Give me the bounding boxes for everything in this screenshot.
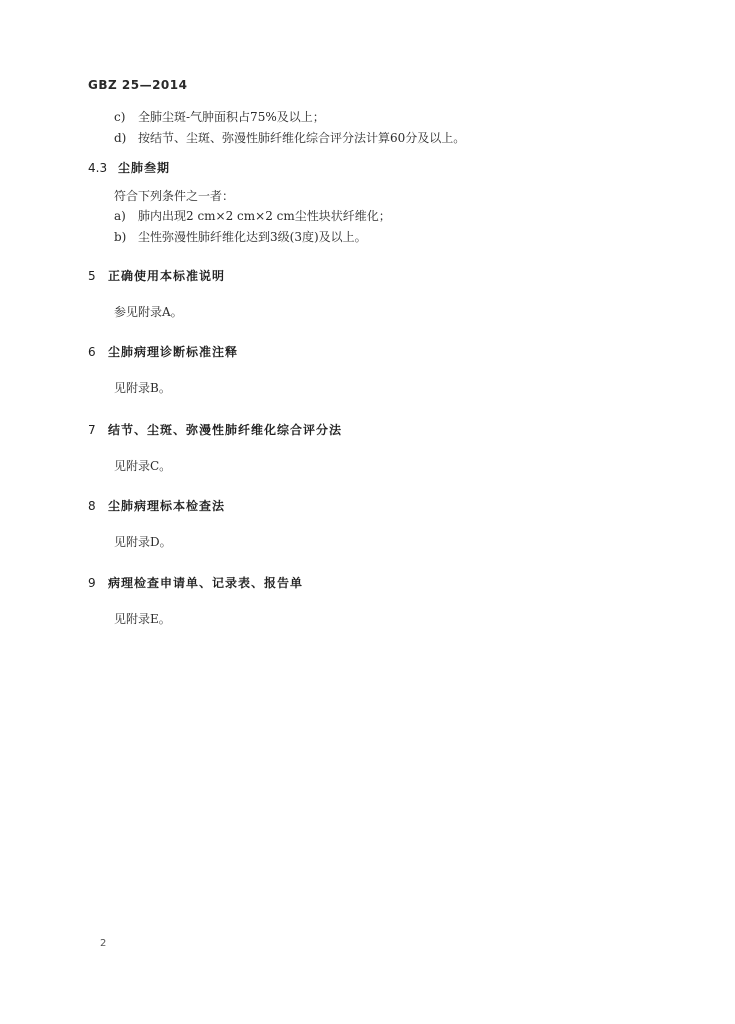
section-number: 5 [88,269,96,283]
section-title: 尘肺叁期 [118,161,171,175]
section-body: 参见附录A。 [114,305,183,319]
section-body: 见附录B。 [114,381,171,395]
section-number: 9 [88,576,96,590]
section-title: 结节、尘斑、弥漫性肺纤维化综合评分法 [108,423,343,437]
list-item-label: d) [114,131,127,145]
section-body: 见附录C。 [114,459,172,473]
list-item-text: 尘性弥漫性肺纤维化达到3级(3度)及以上。 [138,230,367,244]
section-heading-6 [88,345,238,359]
section-heading-7 [88,423,342,437]
list-item-label: b) [114,230,127,244]
list-item-label: c) [114,110,126,124]
section-number: 7 [88,423,96,437]
document-code-header: GBZ 25—2014 [88,78,188,92]
list-item [114,110,325,124]
list-item-text: 肺内出现2 cm×2 cm×2 cm尘性块状纤维化； [138,209,391,223]
list-item [114,209,391,223]
list-item-text: 按结节、尘斑、弥漫性肺纤维化综合评分法计算60分及以上。 [138,131,466,145]
list-item-label: a) [114,209,126,223]
section-body: 见附录E。 [114,612,171,626]
page-number: 2 [100,938,107,949]
list-item [114,131,465,145]
section-number: 6 [88,345,96,359]
section-title: 正确使用本标准说明 [108,269,226,283]
section-heading-9 [88,576,303,590]
section-number: 8 [88,499,96,513]
section-heading-8 [88,499,225,513]
list-item [114,230,367,244]
section-title: 病理检查申请单、记录表、报告单 [108,576,304,590]
section-heading-5 [88,269,225,283]
section-intro: 符合下列条件之一者： [114,189,235,203]
section-title: 尘肺病理诊断标准注释 [108,345,239,359]
section-number: 4.3 [88,161,108,175]
section-heading-4-3 [88,161,170,175]
list-item-text: 全肺尘斑-气肿面积占75%及以上； [138,110,325,124]
section-body: 见附录D。 [114,535,172,549]
section-title: 尘肺病理标本检查法 [108,499,226,513]
